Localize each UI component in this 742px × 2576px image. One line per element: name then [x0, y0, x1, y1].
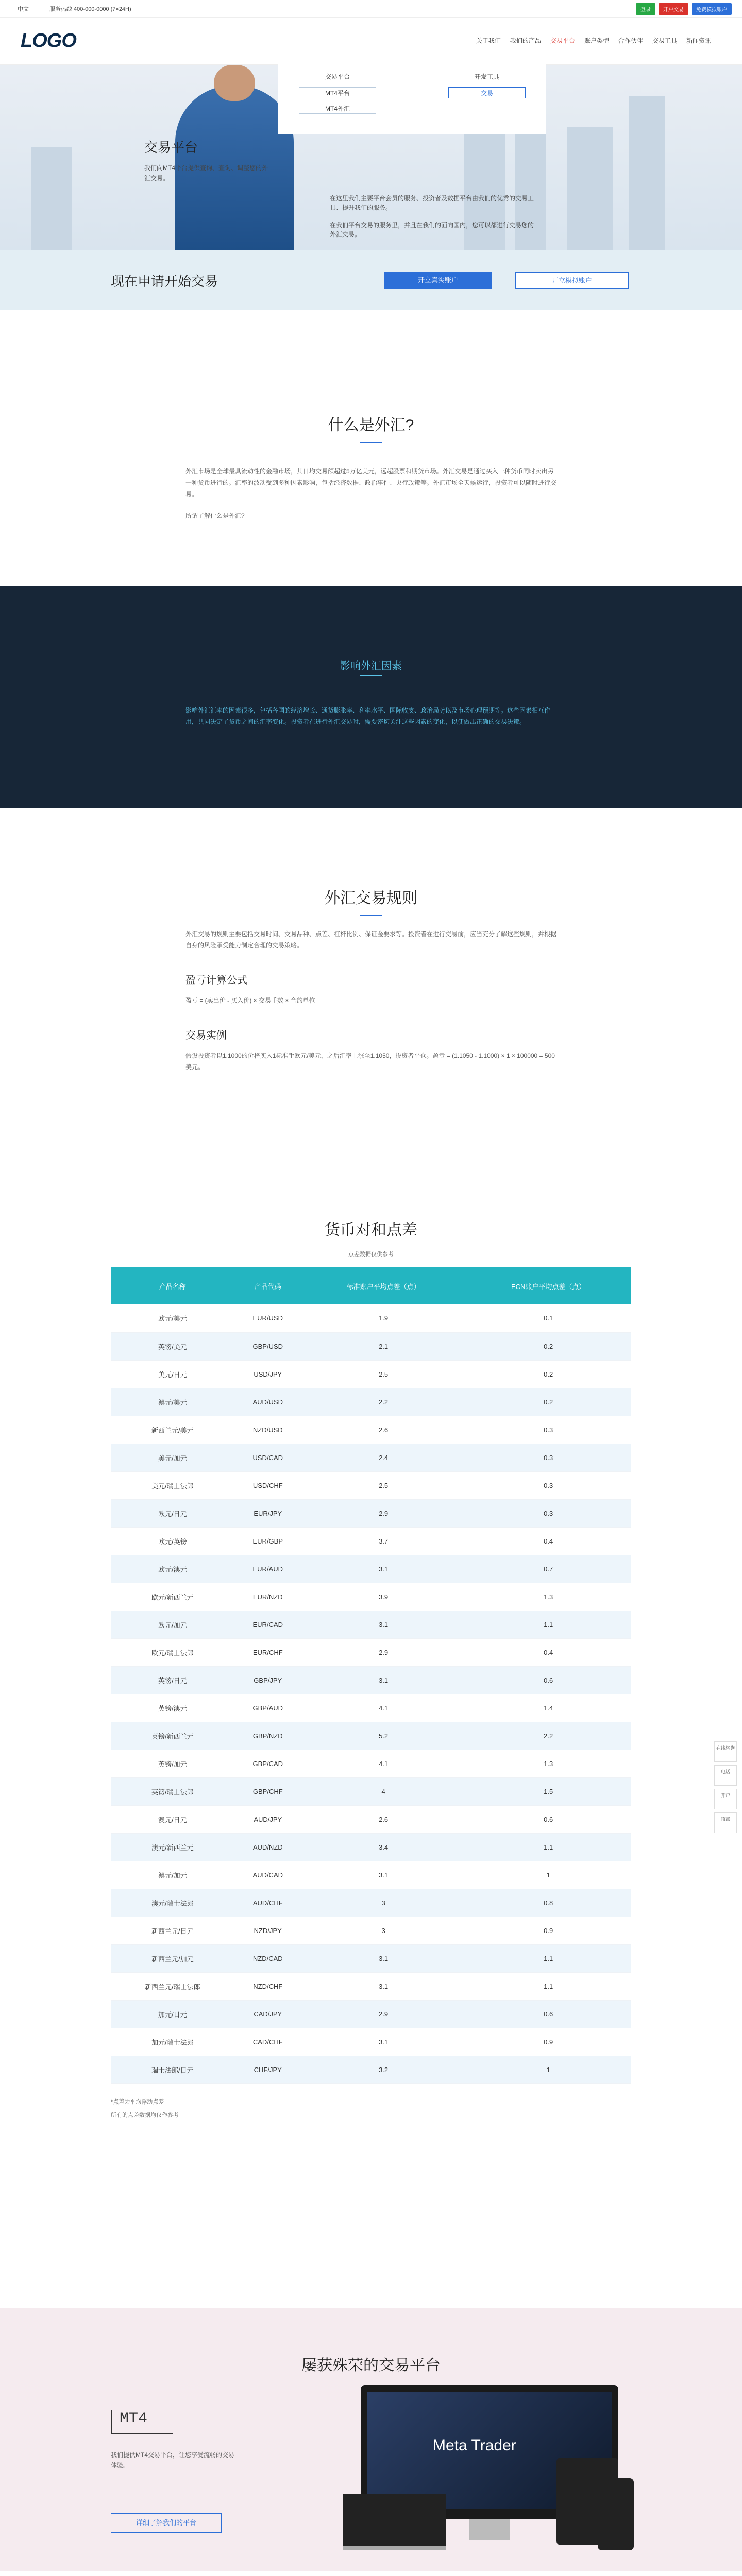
table-cell: 3.1 — [301, 1972, 465, 2000]
nav-item[interactable]: 合作伙伴 — [618, 37, 643, 44]
table-cell: 1.3 — [465, 1583, 631, 1611]
meta-trader-screen-text: Meta Trader — [433, 2437, 516, 2454]
table-cell: 0.3 — [465, 1471, 631, 1499]
table-row — [111, 2056, 631, 2083]
side-button[interactable]: 顶部 — [714, 1812, 737, 1833]
table-row — [111, 1360, 631, 1388]
table-cell: 2.2 — [301, 1388, 465, 1416]
table-row — [111, 1332, 631, 1360]
nav-item[interactable]: 我们的产品 — [510, 37, 541, 44]
table-row — [111, 1889, 631, 1917]
table-cell: 1 — [465, 1861, 631, 1889]
paragraph: 盈亏 = (卖出价 - 买入价) × 交易手数 × 合约单位 — [185, 997, 315, 1004]
section-title: 外汇交易规则 — [325, 890, 417, 907]
table-cell: 澳元/新西兰元 — [111, 1833, 234, 1861]
table-cell: 2.4 — [301, 1444, 465, 1471]
table-cell: 澳元/日元 — [111, 1805, 234, 1833]
table-cell: 0.9 — [465, 2028, 631, 2056]
table-row — [111, 1666, 631, 1694]
table-cell: 英镑/新西兰元 — [111, 1722, 234, 1750]
table-cell: 欧元/新西兰元 — [111, 1583, 234, 1611]
table-cell: 3.1 — [301, 2028, 465, 2056]
table-row — [111, 1722, 631, 1750]
hero-title: 交易平台 — [144, 140, 198, 155]
table-row — [111, 1861, 631, 1889]
spreads-section — [111, 1217, 631, 2122]
table-cell: GBP/JPY — [234, 1666, 301, 1694]
table-cell: 2.9 — [301, 1638, 465, 1666]
nav-item[interactable]: 账户类型 — [584, 37, 609, 44]
table-cell: 4.1 — [301, 1694, 465, 1722]
table-cell: GBP/NZD — [234, 1722, 301, 1750]
dropdown-col-1 — [299, 72, 376, 118]
table-row — [111, 2000, 631, 2028]
table-cell: 2.5 — [301, 1471, 465, 1499]
dropdown-item-mt4-forex[interactable]: MT4外汇 — [299, 103, 376, 114]
table-cell: 3.1 — [301, 1944, 465, 1972]
side-button[interactable]: 电话 — [714, 1765, 737, 1786]
top-bar — [0, 0, 742, 18]
table-row — [111, 1444, 631, 1471]
table-cell: 欧元/澳元 — [111, 1555, 234, 1583]
table-row — [111, 1750, 631, 1777]
paragraph: 所谓了解什么是外汇? — [185, 512, 245, 519]
hero-subtitle: 我们向MT4平台提供查询、查询、调整您的外汇交易。 — [144, 164, 268, 182]
table-cell: 2.6 — [301, 1805, 465, 1833]
nav-item[interactable]: 交易工具 — [652, 37, 677, 44]
table-row — [111, 1471, 631, 1499]
table-cell: 3.9 — [301, 1583, 465, 1611]
table-cell: 2.9 — [301, 1499, 465, 1527]
dropdown-item-mt4[interactable]: MT4平台 — [299, 87, 376, 98]
table-cell: GBP/CHF — [234, 1777, 301, 1805]
table-cell: 2.6 — [301, 1416, 465, 1444]
table-cell: 欧元/加元 — [111, 1611, 234, 1638]
table-cell: EUR/USD — [234, 1304, 301, 1332]
dropdown-heading: 交易平台 — [325, 73, 350, 80]
table-cell: AUD/CAD — [234, 1861, 301, 1889]
table-cell: EUR/JPY — [234, 1499, 301, 1527]
table-row — [111, 1388, 631, 1416]
table-cell: AUD/CHF — [234, 1889, 301, 1917]
what-is-forex-section — [185, 412, 556, 532]
table-cell: 新西兰元/美元 — [111, 1416, 234, 1444]
table-cell: 澳元/美元 — [111, 1388, 234, 1416]
table-cell: EUR/CAD — [234, 1611, 301, 1638]
table-cell: 1.5 — [465, 1777, 631, 1805]
table-cell: 澳元/加元 — [111, 1861, 234, 1889]
hotline: 服务热线 400-000-0000 (7×24H) — [49, 6, 131, 12]
table-cell: 0.2 — [465, 1360, 631, 1388]
dropdown-heading: 开发工具 — [474, 73, 499, 80]
table-cell: EUR/AUD — [234, 1555, 301, 1583]
table-cell: NZD/CHF — [234, 1972, 301, 2000]
table-cell: 2.5 — [301, 1360, 465, 1388]
table-cell: 1.1 — [465, 1944, 631, 1972]
table-row — [111, 1944, 631, 1972]
table-cell: 3.1 — [301, 1861, 465, 1889]
table-cell: 0.6 — [465, 1805, 631, 1833]
section-title: 影响外汇因素 — [340, 660, 402, 672]
side-toolbar — [714, 1741, 737, 1836]
table-cell: 美元/日元 — [111, 1360, 234, 1388]
demo-account-button[interactable]: 免费模拟账户 — [692, 3, 732, 15]
table-cell: 新西兰元/瑞士法郎 — [111, 1972, 234, 2000]
table-cell: GBP/AUD — [234, 1694, 301, 1722]
table-cell: 加元/日元 — [111, 2000, 234, 2028]
table-cell: 新西兰元/日元 — [111, 1917, 234, 1944]
table-cell: 1 — [465, 2056, 631, 2083]
logo[interactable]: LOGO — [21, 30, 76, 52]
table-cell: 1.1 — [465, 1833, 631, 1861]
table-cell: 英镑/日元 — [111, 1666, 234, 1694]
laptop-image — [343, 2494, 446, 2550]
table-row — [111, 1499, 631, 1527]
table-cell: 4 — [301, 1777, 465, 1805]
section-title: 货币对和点差 — [325, 1222, 417, 1239]
table-cell: 新西兰元/加元 — [111, 1944, 234, 1972]
table-cell: EUR/CHF — [234, 1638, 301, 1666]
table-row — [111, 1917, 631, 1944]
table-cell: USD/CAD — [234, 1444, 301, 1471]
table-row — [111, 1583, 631, 1611]
table-row — [111, 1833, 631, 1861]
paragraph: 假设投资者以1.1000的价格买入1标准手欧元/美元，之后汇率上涨至1.1050，投资者平仓。盈亏 = (1.1050 - 1.1000) × 1 × 100000 = 500美元。 — [185, 1052, 555, 1071]
factors-section — [0, 586, 742, 808]
side-button[interactable]: 在线咨询 — [714, 1741, 737, 1762]
subheading: 盈亏计算公式 — [185, 975, 247, 986]
open-real-account-button[interactable]: 开立真实账户 — [384, 272, 492, 289]
table-cell: 4.1 — [301, 1750, 465, 1777]
table-row — [111, 1638, 631, 1666]
table-cell: 0.2 — [465, 1388, 631, 1416]
table-cell: 澳元/瑞士法郎 — [111, 1889, 234, 1917]
table-cell: 0.4 — [465, 1527, 631, 1555]
note: 所有的点差数据均仅作参考 — [111, 2112, 179, 2119]
mt4-label: MT4 — [120, 2410, 148, 2428]
main-nav — [476, 36, 711, 45]
table-cell: 0.6 — [465, 1666, 631, 1694]
table-cell: 0.1 — [465, 1304, 631, 1332]
platform-dropdown — [278, 62, 546, 134]
learn-platform-button[interactable]: 详细了解我们的平台 — [111, 2513, 222, 2533]
table-cell: 英镑/澳元 — [111, 1694, 234, 1722]
table-cell: 瑞士法郎/日元 — [111, 2056, 234, 2083]
table-row — [111, 1527, 631, 1555]
paragraph: 外汇市场是全球最具流动性的金融市场，其日均交易额超过5万亿美元，远超股票和期货市场。外汇交易是通过买入一种货币同时卖出另一种货币进行的。汇率的波动受到多种因素影响，包括经济数据、政治事件、央行政策等。外汇市场全天候运行，投资者可以随时进行交易。 — [185, 468, 557, 498]
platform-section — [0, 2308, 742, 2571]
table-cell: 3.7 — [301, 1527, 465, 1555]
phone-image — [598, 2478, 634, 2550]
open-demo-account-button[interactable]: 开立模拟账户 — [515, 272, 629, 289]
table-cell: NZD/USD — [234, 1416, 301, 1444]
spreads-table — [111, 1267, 631, 2084]
table-cell: AUD/NZD — [234, 1833, 301, 1861]
nav-item[interactable]: 关于我们 — [476, 37, 501, 44]
table-cell: 3.1 — [301, 1555, 465, 1583]
table-cell: 5.2 — [301, 1722, 465, 1750]
dropdown-col-2 — [448, 72, 526, 103]
table-cell: EUR/GBP — [234, 1527, 301, 1555]
table-cell: NZD/CAD — [234, 1944, 301, 1972]
table-cell: EUR/NZD — [234, 1583, 301, 1611]
table-cell: 0.4 — [465, 1638, 631, 1666]
table-cell: 2.1 — [301, 1332, 465, 1360]
dropdown-item-trade[interactable]: 交易 — [448, 87, 526, 98]
table-cell: 欧元/瑞士法郎 — [111, 1638, 234, 1666]
table-cell: USD/CHF — [234, 1471, 301, 1499]
table-cell: 0.3 — [465, 1416, 631, 1444]
table-row — [111, 1805, 631, 1833]
hero-desc-1: 在这里我们主要平台会员的服务、投资者及数据平台由我们的优秀的交易工具、提升我们的服务。 — [330, 195, 534, 211]
table-cell: GBP/CAD — [234, 1750, 301, 1777]
table-cell: AUD/JPY — [234, 1805, 301, 1833]
table-row — [111, 1304, 631, 1332]
table-row — [111, 1611, 631, 1638]
table-cell: 英镑/瑞士法郎 — [111, 1777, 234, 1805]
table-cell: 0.6 — [465, 2000, 631, 2028]
table-cell: 3.1 — [301, 1666, 465, 1694]
table-cell: 1.4 — [465, 1694, 631, 1722]
note: *点差为平均浮动点差 — [111, 2098, 164, 2105]
login-button[interactable]: 登录 — [636, 3, 655, 15]
table-cell: 3.4 — [301, 1833, 465, 1861]
hero-description — [330, 194, 536, 247]
table-header: ECN账户平均点差（点） — [465, 1267, 631, 1304]
side-button[interactable]: 开户 — [714, 1789, 737, 1809]
table-cell: CAD/JPY — [234, 2000, 301, 2028]
platform-description: 我们提供MT4交易平台，让您享受流畅的交易体验。 — [111, 2451, 235, 2469]
table-cell: 0.8 — [465, 1889, 631, 1917]
table-header: 标准账户平均点差（点） — [301, 1267, 465, 1304]
table-cell: 欧元/美元 — [111, 1304, 234, 1332]
subheading: 交易实例 — [185, 1030, 227, 1041]
table-cell: USD/JPY — [234, 1360, 301, 1388]
cta-title: 现在申请开始交易 — [111, 273, 218, 289]
section-subtitle: 点差数据仅供参考 — [348, 1251, 394, 1258]
table-cell: 2.2 — [465, 1722, 631, 1750]
header — [0, 18, 742, 65]
table-cell: 0.3 — [465, 1444, 631, 1471]
table-cell: 0.3 — [465, 1499, 631, 1527]
table-cell: NZD/JPY — [234, 1917, 301, 1944]
table-header: 产品名称 — [111, 1267, 234, 1304]
table-cell: 加元/瑞士法郎 — [111, 2028, 234, 2056]
table-cell: CHF/JPY — [234, 2056, 301, 2083]
table-row — [111, 1694, 631, 1722]
table-cell: 美元/瑞士法郎 — [111, 1471, 234, 1499]
language-selector[interactable]: 中文 — [18, 6, 29, 12]
table-cell: 0.7 — [465, 1555, 631, 1583]
table-cell: 2.9 — [301, 2000, 465, 2028]
table-row — [111, 2028, 631, 2056]
table-header: 产品代码 — [234, 1267, 301, 1304]
paragraph: 影响外汇汇率的因素很多，包括各国的经济增长、通货膨胀率、利率水平、国际收支、政治局势以及市场心理预期等。这些因素相互作用，共同决定了货币之间的汇率变化。投资者在进行外汇交易时，需要密切关注这些因素的变化，以便做出正确的交易决策。 — [185, 707, 551, 725]
table-cell: CAD/CHF — [234, 2028, 301, 2056]
table-cell: 3 — [301, 1889, 465, 1917]
table-cell: 3 — [301, 1917, 465, 1944]
cta-bar — [0, 250, 742, 310]
table-cell: 英镑/美元 — [111, 1332, 234, 1360]
table-cell: 3.1 — [301, 1611, 465, 1638]
table-row — [111, 1972, 631, 2000]
paragraph: 外汇交易的规则主要包括交易时间、交易品种、点差、杠杆比例、保证金要求等。投资者在进行交易前，应当充分了解这些规则，并根据自身的风险承受能力制定合理的交易策略。 — [185, 930, 557, 949]
table-cell: GBP/USD — [234, 1332, 301, 1360]
table-cell: 1.1 — [465, 1972, 631, 2000]
table-cell: 3.2 — [301, 2056, 465, 2083]
table-cell: 英镑/加元 — [111, 1750, 234, 1777]
table-cell: AUD/USD — [234, 1388, 301, 1416]
table-cell: 1.1 — [465, 1611, 631, 1638]
table-cell: 欧元/英镑 — [111, 1527, 234, 1555]
table-cell: 1.9 — [301, 1304, 465, 1332]
section-title: 什么是外汇? — [328, 417, 414, 434]
table-cell: 美元/加元 — [111, 1444, 234, 1471]
section-title: 屡获殊荣的交易平台 — [301, 2357, 441, 2374]
table-row — [111, 1555, 631, 1583]
table-row — [111, 1777, 631, 1805]
hero-desc-2: 在我们平台交易的服务里，并且在我们的面向国内，您可以都进行交易您的外汇交易。 — [330, 222, 534, 238]
open-account-button[interactable]: 开户交易 — [659, 3, 688, 15]
nav-item[interactable]: 交易平台 — [550, 37, 575, 44]
table-cell: 0.2 — [465, 1332, 631, 1360]
table-cell: 欧元/日元 — [111, 1499, 234, 1527]
table-row — [111, 1416, 631, 1444]
table-cell: 1.3 — [465, 1750, 631, 1777]
table-cell: 0.9 — [465, 1917, 631, 1944]
rules-section — [185, 885, 556, 1093]
nav-item[interactable]: 新闻资讯 — [686, 37, 711, 44]
